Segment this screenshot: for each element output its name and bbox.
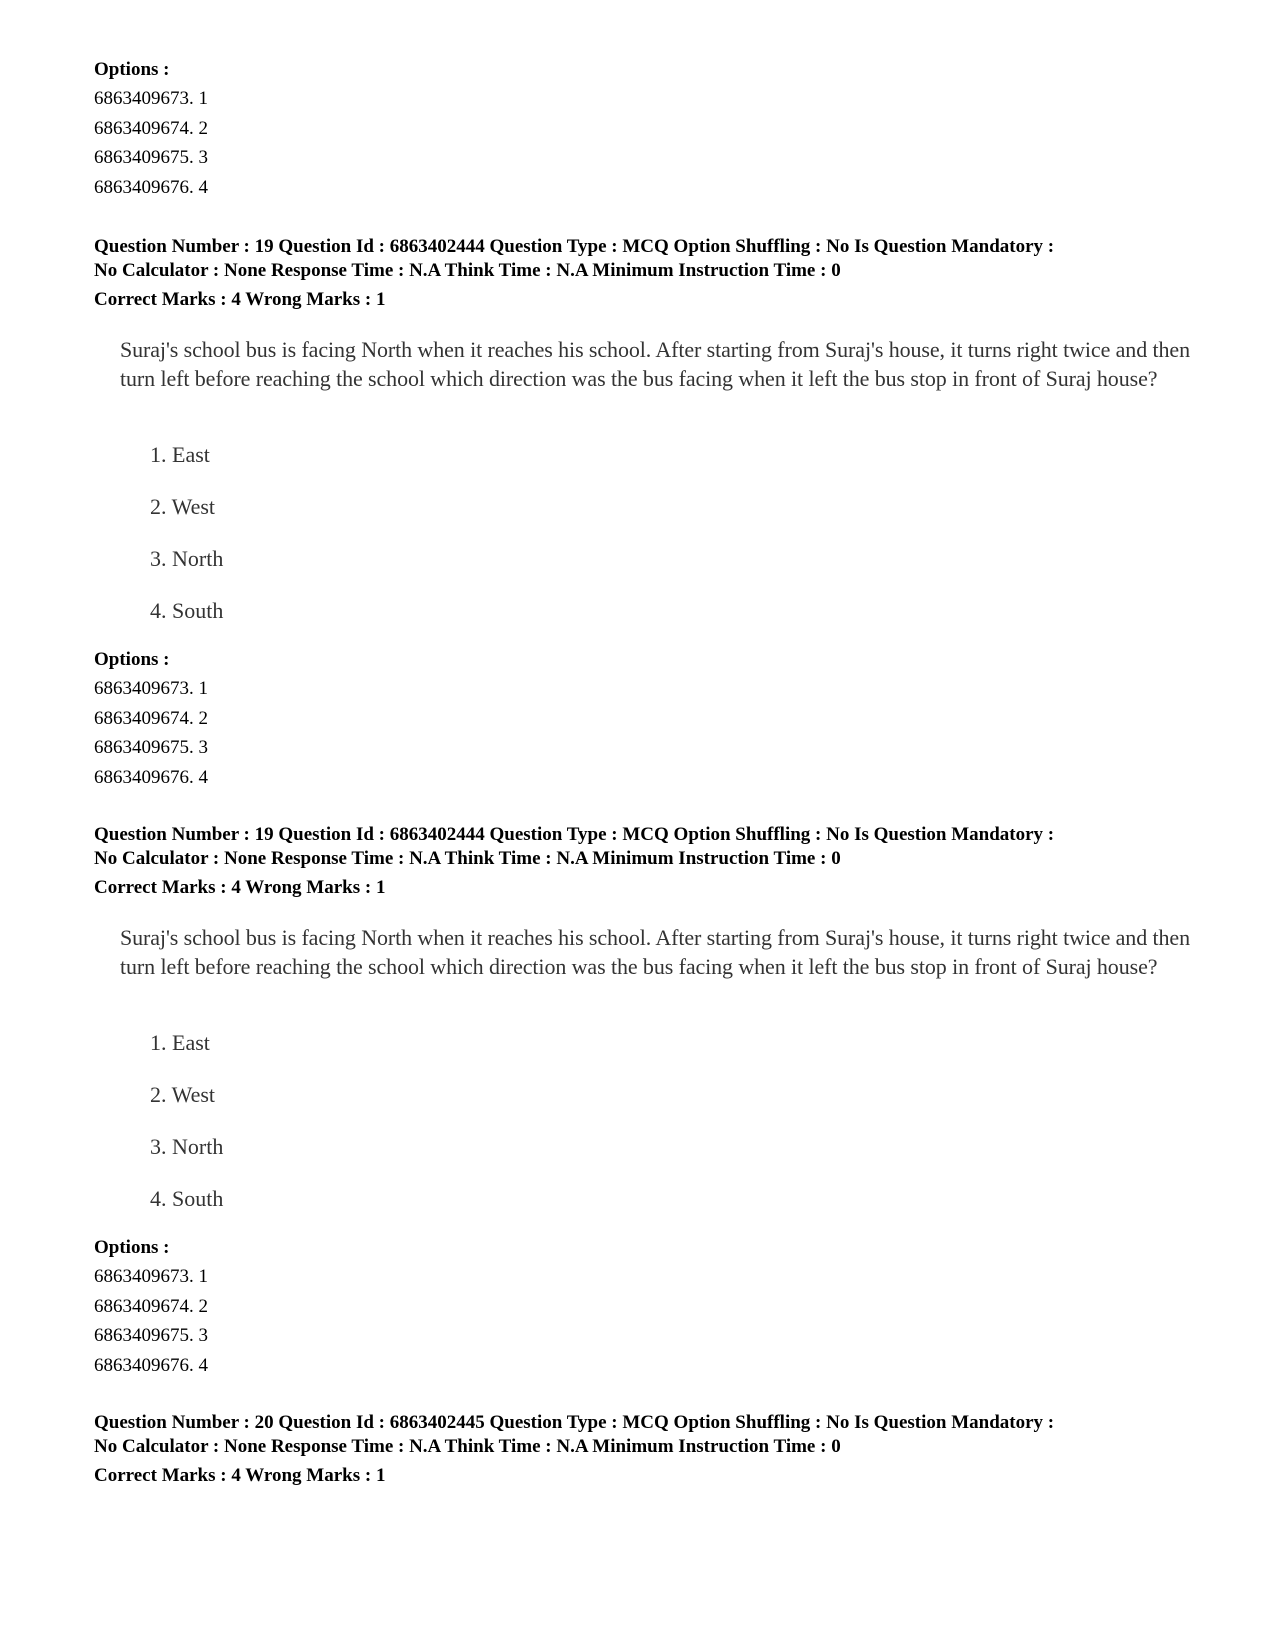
option-id-line: 6863409674. 2	[94, 1295, 208, 1317]
answer-choice: 3. North	[150, 546, 224, 571]
options-heading: Options :	[94, 649, 170, 670]
question-marks: Correct Marks : 4 Wrong Marks : 1	[94, 289, 386, 310]
option-id-line: 6863409675. 3	[94, 147, 208, 169]
options-block	[94, 58, 1204, 202]
answer-choice: 1. East	[150, 1030, 210, 1055]
answer-choice: 2. West	[150, 494, 216, 519]
option-id-line: 6863409673. 1	[94, 88, 208, 109]
answer-choice: 4. South	[150, 1186, 224, 1211]
option-id-line: 6863409676. 4	[94, 1354, 208, 1376]
answer-choice: 4. South	[150, 598, 224, 623]
question-marks: Correct Marks : 4 Wrong Marks : 1	[94, 1465, 386, 1486]
question-block	[94, 1411, 1204, 1488]
option-id-line: 6863409675. 3	[94, 1325, 208, 1347]
answer-choice: 2. West	[150, 1082, 216, 1107]
options-block	[94, 1236, 1204, 1380]
question-marks: Correct Marks : 4 Wrong Marks : 1	[94, 877, 386, 898]
question-meta-line-2: No Calculator : None Response Time : N.A Think Time : N.A Minimum Instruction Time : 0	[94, 1436, 841, 1457]
option-id-line: 6863409676. 4	[94, 176, 208, 198]
answer-choice: 3. North	[150, 1134, 224, 1159]
option-id-line: 6863409673. 1	[94, 678, 208, 699]
question-text: Suraj's school bus is facing North when it reaches his school. After starting from Suraj's house, it turns right twice and then turn left before reaching the school which direction was the bus facing when it left the bus stop in front of Suraj house?	[120, 337, 1190, 391]
question-meta-line-1: Question Number : 19 Question Id : 6863402444 Question Type : MCQ Option Shuffling : No Is Question Mandatory :	[94, 824, 1055, 845]
question-block	[94, 235, 1204, 312]
options-block	[94, 648, 1204, 792]
question-meta-line-1: Question Number : 20 Question Id : 6863402445 Question Type : MCQ Option Shuffling : No Is Question Mandatory :	[94, 1412, 1055, 1433]
option-id-line: 6863409676. 4	[94, 766, 208, 788]
question-meta-line-2: No Calculator : None Response Time : N.A Think Time : N.A Minimum Instruction Time : 0	[94, 260, 841, 281]
option-id-line: 6863409673. 1	[94, 1266, 208, 1287]
question-block	[94, 823, 1204, 900]
answer-choice: 1. East	[150, 442, 210, 467]
options-heading: Options :	[94, 59, 170, 80]
question-meta-line-2: No Calculator : None Response Time : N.A Think Time : N.A Minimum Instruction Time : 0	[94, 848, 841, 869]
options-heading: Options :	[94, 1237, 170, 1258]
option-id-line: 6863409675. 3	[94, 737, 208, 759]
question-text: Suraj's school bus is facing North when it reaches his school. After starting from Suraj's house, it turns right twice and then turn left before reaching the school which direction was the bus facing when it left the bus stop in front of Suraj house?	[120, 925, 1190, 979]
question-meta-line-1: Question Number : 19 Question Id : 6863402444 Question Type : MCQ Option Shuffling : No Is Question Mandatory :	[94, 236, 1055, 257]
option-id-line: 6863409674. 2	[94, 117, 208, 139]
option-id-line: 6863409674. 2	[94, 707, 208, 729]
